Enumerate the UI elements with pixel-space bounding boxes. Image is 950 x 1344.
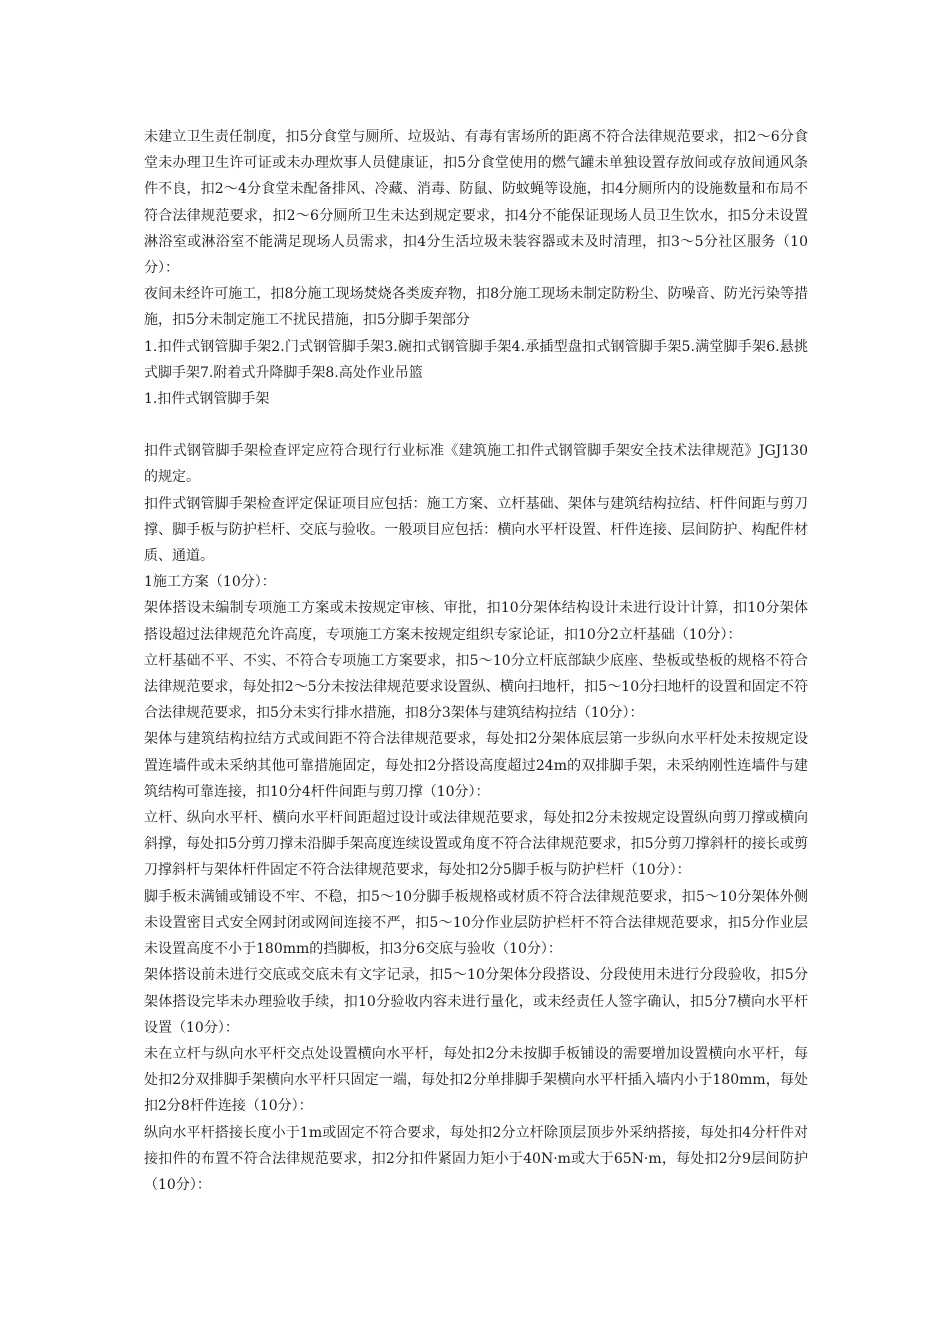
paragraph-pole-foundation: 立杆基础不平、不实、不符合专项施工方案要求，扣5～10分立杆底部缺少底座、垫板或垫板的规格不符合法律规范要求，每处扣2～5分未按法律规范要求设置纵、横向扫地杆，扣5～10分扫地杆的设置和固定不符合法律规范要求，扣5分未实行排水措施，扣8分3架体与建筑结构拉结（10分）： <box>144 652 808 722</box>
paragraph-transverse-bar: 未在立杆与纵向水平杆交点处设置横向水平杆，每处扣2分未按脚手板铺设的需要增加设置横向水平杆，每处扣2分双排脚手架横向水平杆只固定一端，每处扣2分单排脚手架横向水平杆插入墙内小于180mm，每处扣2分8杆件连接（10分）： <box>144 1045 808 1115</box>
paragraph-hygiene-rules: 未建立卫生责任制度，扣5分食堂与厕所、垃圾站、有毒有害场所的距离不符合法律规范要求，扣2～6分食堂未办理卫生许可证或未办理炊事人员健康证，扣5分食堂使用的燃气罐未单独设置存放间或存放间通风条件不良，扣2～4分食堂未配备排风、冷藏、消毒、防鼠、防蚊蝇等设施，扣4分厕所内的设施数量和布局不符合法律规范要求，扣2～6分厕所卫生未达到规定要求，扣4分不能保证现场人员卫生饮水，扣5分未设置淋浴室或淋浴室不能满足现场人员需求，扣4分生活垃圾未装容器或未及时清理，扣3～5分社区服务（10分）： <box>144 129 808 277</box>
paragraph-construction-plan: 架体搭设未编制专项施工方案或未按规定审核、审批，扣10分架体结构设计未进行设计计算，扣10分架体搭设超过法律规范允许高度，专项施工方案未按规定组织专家论证，扣10分2立杆基础（10分）： <box>144 600 808 643</box>
paragraph-member-spacing: 立杆、纵向水平杆、横向水平杆间距超过设计或法律规范要求，每处扣2分未按规定设置纵向剪刀撑或横向斜撑，每处扣5分剪刀撑未沿脚手架高度连续设置或角度不符合法律规范要求，扣5分剪刀撑斜杆的接长或剪刀撑斜杆与架体杆件固定不符合法律规范要求，每处扣2分5脚手板与防护栏杆（10分）： <box>144 810 808 879</box>
document-body <box>144 124 808 1198</box>
paragraph-standard-reference: 扣件式钢管脚手架检查评定应符合现行行业标准《建筑施工扣件式钢管脚手架安全技术法律规范》JGJ130的规定。 <box>144 443 808 486</box>
blank-line <box>144 412 808 438</box>
paragraph-scaffold-board: 脚手板未满铺或铺设不牢、不稳，扣5～10分脚手板规格或材质不符合法律规范要求，扣5～10分架体外侧未设置密目式安全网封闭或网间连接不严，扣5～10分作业层防护栏杆不符合法律规范要求，扣5分作业层未设置高度不小于180mm的挡脚板，扣3分6交底与验收（10分）： <box>144 888 808 958</box>
paragraph-construction-plan-heading: 1施工方案（10分）： <box>144 574 276 591</box>
paragraph-structure-tie: 架体与建筑结构拉结方式或间距不符合法律规范要求，每处扣2分架体底层第一步纵向水平杆处未按规定设置连墙件或未采纳其他可靠措施固定，每处扣2分搭设高度超过24m的双排脚手架，未采纳刚性连墙件与建筑结构可靠连接，扣10分4杆件间距与剪刀撑（10分）： <box>144 731 808 800</box>
paragraph-scaffold-types: 1.扣件式钢管脚手架2.门式钢管脚手架3.碗扣式钢管脚手架4.承插型盘扣式钢管脚手架5.满堂脚手架6.悬挑式脚手架7.附着式升降脚手架8.高处作业吊篮 <box>144 338 808 381</box>
paragraph-inspection-items: 扣件式钢管脚手架检查评定保证项目应包括：施工方案、立杆基础、架体与建筑结构拉结、杆件间距与剪刀撑、脚手板与防护栏杆、交底与验收。一般项目应包括：横向水平杆设置、杆件连接、层间防护、构配件材质、通道。 <box>144 495 808 565</box>
paragraph-handover-acceptance: 架体搭设前未进行交底或交底未有文字记录，扣5～10分架体分段搭设、分段使用未进行分段验收，扣5分架体搭设完毕未办理验收手续，扣10分验收内容未进行量化，或未经责任人签字确认，扣5分7横向水平杆设置（10分）： <box>144 967 808 1036</box>
paragraph-member-connection: 纵向水平杆搭接长度小于1m或固定不符合要求，每处扣2分立杆除顶层顶步外采纳搭接，每处扣4分杆件对接扣件的布置不符合法律规范要求，扣2分扣件紧固力矩小于40N·m或大于65N·m，每处扣2分9层间防护（10分）： <box>144 1124 808 1193</box>
paragraph-section-heading: 1.扣件式钢管脚手架 <box>144 391 270 408</box>
paragraph-community-service: 夜间未经许可施工，扣8分施工现场焚烧各类废弃物，扣8分施工现场未制定防粉尘、防噪音、防光污染等措施，扣5分未制定施工不扰民措施，扣5分脚手架部分 <box>144 286 808 329</box>
